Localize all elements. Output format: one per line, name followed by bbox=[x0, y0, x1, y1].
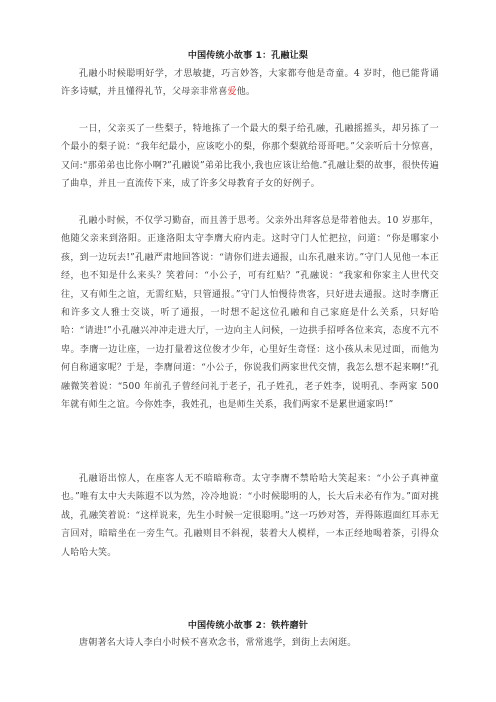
story2-paragraph-1: 唐朝著名大诗人李白小时候不喜欢念书，常常逃学，到街上去闲逛。 bbox=[79, 638, 357, 648]
highlighted-character: 爱 bbox=[227, 87, 237, 98]
story1-paragraph-4: 孔融语出惊人，在座客人无不暗暗称奇。太守李膺不禁哈哈大笑起来：“小公子真神童也。”唯有太中大夫陈遐不以为然，冷冷地说：“小时候聪明的人，长大后未必有作为。”面对挑战，孔融笑着说：“这样说来，先生小时候一定很聪明。”这一巧妙对答，弄得陈遐面红耳赤无言回对，暗暗坐在一旁生气。孔融则目不斜视，装着大人模样，一本正经地喝着茶，引得众人哈哈大笑。 bbox=[61, 474, 439, 558]
story1-paragraph-1 bbox=[61, 65, 439, 102]
story1-paragraph-3: 孔融小时候，不仅学习勤奋，而且善于思考。父亲外出拜客总是带着他去。10 岁那年，他随父亲来到洛阳。正逢洛阳太守李膺大府内走。这时守门人忙把拉，问道：“你是哪家小孩，到一边玩去!”孔融严肃地回答说：“请你们进去通报，山东孔融来访。”守门人见他一本正经，也不知是什么来头？笑着问：“小公子，可有红贴？”孔融说：“我家和你家主人世代交往，又有师生之谊，无需红贴，只管通报。”守门人怕慢待贵客，只好进去通报。这时李膺正和许多文人雅士交谈，听了通报，一时想不起这位孔融和自己家庭是什么关系，只好哈哈：“请进!”小孔融兴冲冲走进大厅，一边向主人问候，一边拱手招呼各位来宾，态度不亢不卑。李膺一边让座，一边打量着这位俊才少年，心里好生奇怪：这小孩从未见过面，而他为何自称通家呢？于是，李膺问道：“小公子，你说我们两家世代交情，我怎么想不起来啊!”孔融微笑着说：“500 年前孔子曾经问礼于老子，孔子姓孔，老子姓李，说明孔、李两家 500 年就有师生之谊。今你姓李，我姓孔，也是师生关系，我们两家不是累世通家吗!” bbox=[61, 216, 439, 411]
story1-p1-text-after: 他。 bbox=[236, 87, 256, 98]
story2-title: 中国传统小故事 2：铁杵磨针 bbox=[187, 621, 309, 631]
story1-title: 中国传统小故事 1：孔融让梨 bbox=[187, 51, 309, 61]
story1-p1-text-before: 孔融小时候聪明好学，才思敏捷，巧言妙答，大家都夸他是奇童。4 岁时，他已能背诵许多诗赋，并且懂得礼节，父母亲非常喜 bbox=[61, 69, 439, 98]
story1-paragraph-2: 一日，父亲买了一些梨子，特地拣了一个最大的梨子给孔融，孔融摇摇头，却另拣了一个最小的梨子说：“我年纪最小，应该吃小的梨，你那个梨就给哥哥吧。”父亲听后十分惊喜，又问:“那弟弟也比你小啊?”孔融说”弟弟比我小,我也应该让给他.”孔融让梨的故事，很快传遍了曲阜，并且一直流传下来，成了许多父母教育子女的好例子。 bbox=[61, 124, 439, 190]
